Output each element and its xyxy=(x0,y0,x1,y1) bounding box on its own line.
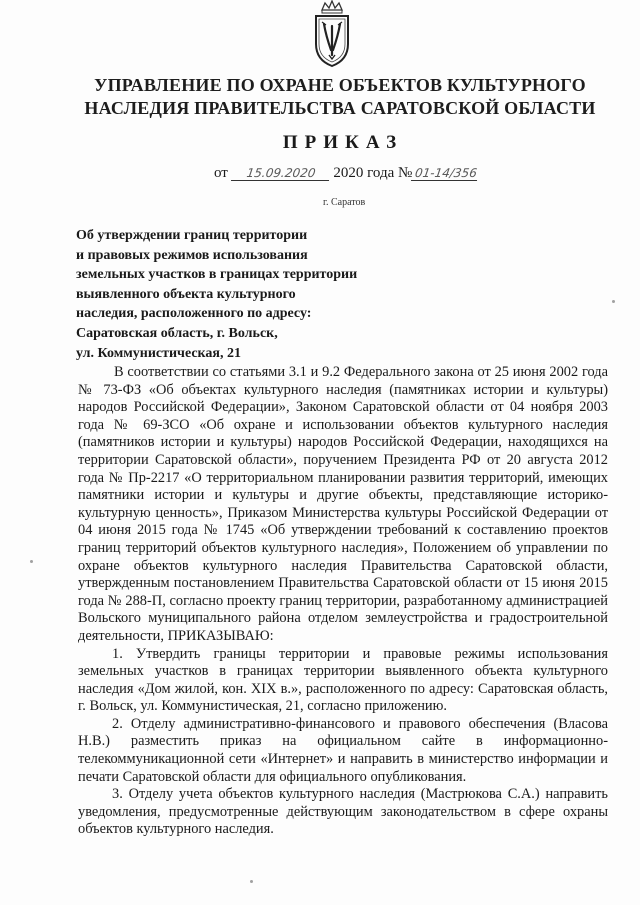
scan-speck xyxy=(30,560,33,563)
agency-name xyxy=(60,74,620,120)
scan-speck xyxy=(612,300,615,303)
order-item-2: 2. Отделу административно-финансового и правового обеспечения (Власова Н.В.) разместить приказ на официальном сайте в информационно-телекоммуникационной сети «Интернет» и направить в министерство информации и печати Саратовской области для официального опубликования. xyxy=(78,715,608,785)
agency-name-line-1: УПРАВЛЕНИЕ ПО ОХРАНЕ ОБЪЕКТОВ КУЛЬТУРНОГО xyxy=(94,75,586,95)
scan-speck xyxy=(250,880,253,883)
agency-name-line-2: НАСЛЕДИЯ ПРАВИТЕЛЬСТВА САРАТОВСКОЙ ОБЛАСТИ xyxy=(84,98,596,118)
order-subject xyxy=(76,226,357,363)
handwritten-order-number: 01-14/356 xyxy=(411,166,479,181)
subject-line: Саратовская область, г. Вольск, xyxy=(76,325,278,341)
order-title: ПРИКАЗ xyxy=(282,132,404,153)
saratov-coat-of-arms-icon xyxy=(302,0,362,68)
city-label: г. Саратов xyxy=(323,197,366,208)
order-item-1: 1. Утвердить границы территории и правовые режимы использования земельных участков в границах территории выявленного объекта культурного наследия «Дом жилой, кон. XIX в.», расположенного по адресу: Саратовская область, г. Вольск, ул. Коммунистическая, 21, согласно приложению. xyxy=(78,645,608,715)
year-label: 2020 года № xyxy=(333,165,413,181)
subject-line: ул. Коммунистическая, 21 xyxy=(76,345,241,361)
subject-line: выявленного объекта культурного xyxy=(76,286,296,302)
subject-line: Об утверждении границ территории xyxy=(76,228,308,243)
order-body xyxy=(78,364,608,839)
order-date-number-line xyxy=(214,165,478,182)
preamble-paragraph: В соответствии со статьями 3.1 и 9.2 Федерального закона от 25 июня 2002 года № 73-ФЗ «Об объектах культурного наследия (памятниках истории и культуры) народов Российской Федерации», Законом Саратовской области от 04 ноября 2003 года № 69-ЗСО «Об охране и использовании объектов культурного наследия (памятников истории и культуры) народов Российской Федерации, находящихся на территории Саратовской области», поручением Президента РФ от 20 августа 2012 года № Пр-2217 «О территориальном планировании развития территорий, имеющих памятники истории и культуры и другие объекты, представляющие историко-культурную ценность», Приказом Министерства культуры Российской Федерации от 04 июня 2015 года № 1745 «Об утверждении требований к составлению проектов границ территорий объектов культурного наследия», Положением об управлении по охране объектов культурного наследия Правительства Саратовской области, утвержденным постановлением Правительства Саратовской области от 15 июня 2015 года № 288-П, согласно проекту границ территории, разработанному администрацией Вольского муниципального района отделом землеустройства и градостроительной деятельности, ПРИКАЗЫВАЮ: xyxy=(78,364,608,644)
subject-line: земельных участков в границах территории xyxy=(76,267,358,283)
subject-line: наследия, расположенного по адресу: xyxy=(76,306,312,322)
order-item-3: 3. Отделу учета объектов культурного наследия (Мастрюкова С.А.) направить уведомления, предусмотренные действующим законодательством в сфере охраны объектов культурного наследия. xyxy=(78,786,608,838)
handwritten-date: 15.09.2020 xyxy=(231,166,331,181)
subject-line: и правовых режимов использования xyxy=(76,247,308,263)
from-label: от xyxy=(214,165,228,181)
